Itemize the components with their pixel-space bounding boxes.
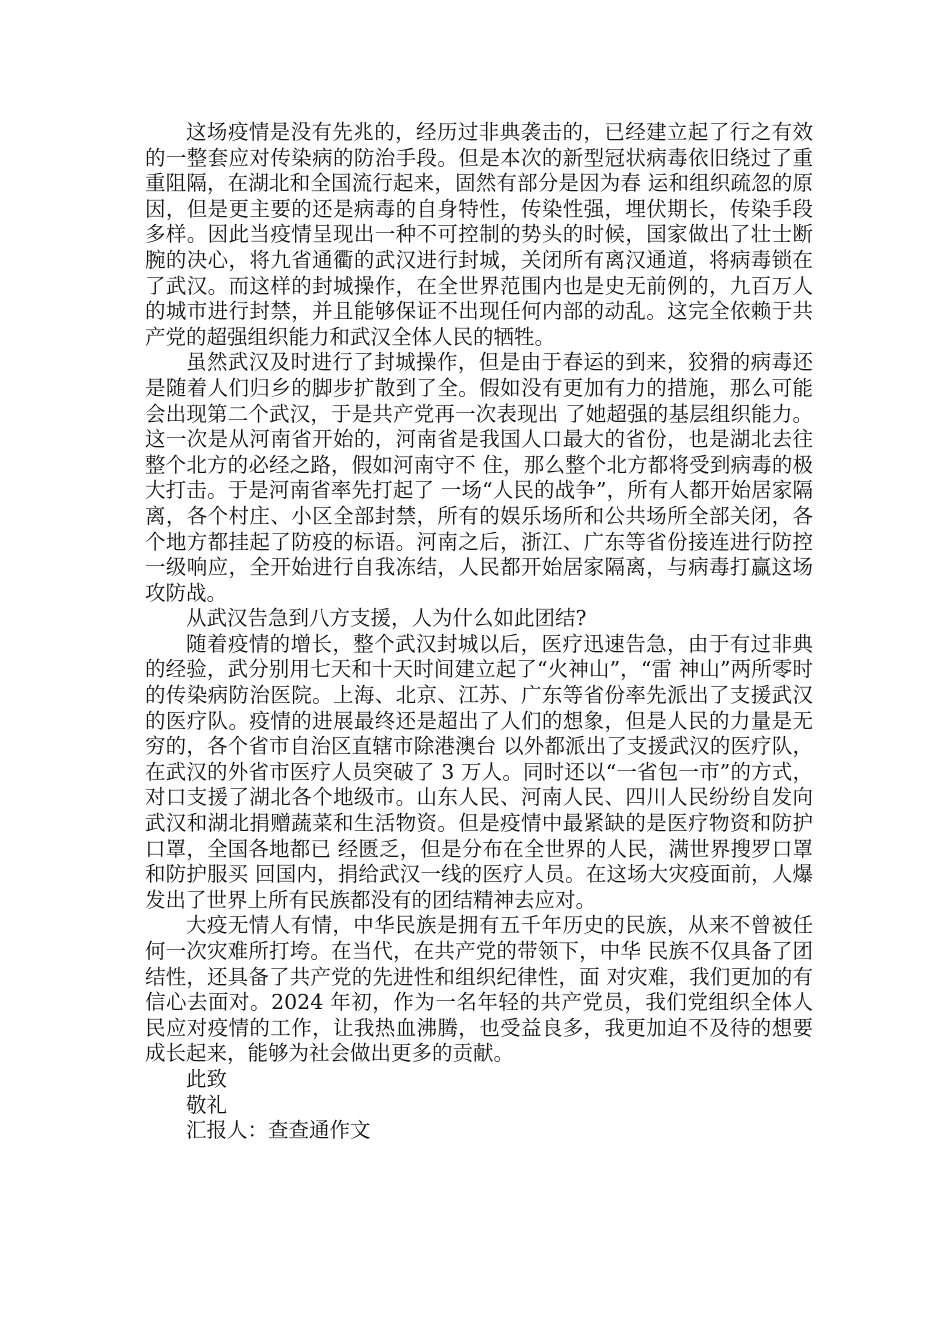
closing-regards: 敬礼: [186, 1092, 227, 1117]
paragraph-3-question: 从武汉告急到八方支援，人为什么如此团结?: [186, 606, 587, 631]
paragraph-1: 这场疫情是没有先兆的，经历过非典袭击的，已经建立起了行之有效的一整套应对传染病的防治手段。但是本次的新型冠状病毒依旧绕过了重重阻隔，在湖北和全国流行起来，固然有部分是因为春 运和组织疏忽的原因，但是更主要的还是病毒的自身特性，传染性强，埋伏期长，传染手段多样。因此当疫情呈现出一种不可控制的势头的时候，国家做出了壮士断腕的决心，将九省通衢的武汉进行封城，关闭所有离汉通道，将病毒锁在了武汉。而这样的封城操作，在全世界范围内也是史无前例的，九百万人的城市进行封禁，并且能够保证不出现任何内部的动乱。这完全依赖于共产党的超强组织能力和武汉全体人民的牺牲。: [145, 120, 813, 349]
paragraph-4: 随着疫情的增长，整个武汉封城以后，医疗迅速告急，由于有过非典的经验，武分别用七天和十天时间建立起了“火神山”，“雷 神山”两所零时的传染病防治医院。上海、北京、江苏、广东等省份率先派出了支援武汉的医疗队。疫情的进展最终还是超出了人们的想象，但是人民的力量是无穷的，各个省市自治区直辖市除港澳台 以外都派出了支援武汉的医疗队，在武汉的外省市医疗人员突破了 3 万人。同时还以“一省包一市”的方式，对口支援了湖北各个地级市。山东人民、河南人民、四川人民纷纷自发向武汉和湖北捐赠蔬菜和生活物资。但是疫情中最紧缺的是医疗物资和防护口罩，全国各地都已 经匮乏，但是分布在全世界的人民，满世界搜罗口罩和防护服买 回国内，捐给武汉一线的医疗人员。在这场大灾疫面前，人爆发出了世界上所有民族都没有的团结精神去应对。: [145, 631, 813, 912]
paragraph-2: 虽然武汉及时进行了封城操作，但是由于春运的到来，狡猾的病毒还是随着人们归乡的脚步扩散到了全。假如没有更加有力的措施，那么可能会出现第二个武汉，于是共产党再一次表现出 了她超强的基层组织能力。这一次是从河南省开始的，河南省是我国人口最大的省份，也是湖北去往整个北方的必经之路，假如河南守不 住，那么整个北方都将受到病毒的极大打击。于是河南省率先打起了 一场“人民的战争”，所有人都开始居家隔离，各个村庄、小区全部封禁，所有的娱乐场所和公共场所全部关闭，各个地方都挂起了防疫的标语。河南之后，浙江、广东等省份接连进行防控一级响应，全开始进行自我冻结，人民都开始居家隔离，与病毒打赢这场攻防战。: [145, 350, 813, 605]
paragraph-5: 大疫无情人有情，中华民族是拥有五千年历史的民族，从来不曾被任何一次灾难所打垮。在当代，在共产党的带领下，中华 民族不仅具备了团结性，还具备了共产党的先进性和组织纪律性，面 对灾难，我们更加的有信心去面对。2024 年初，作为一名年轻的共产党员，我们党组织全体人民应对疫情的工作，让我热血沸腾，也受益良多，我更加迫不及待的想要成长起来，能够为社会做出更多的贡献。: [145, 913, 813, 1066]
document-body: [145, 120, 813, 1144]
reporter-signature: 汇报人：查查通作文: [186, 1118, 371, 1143]
closing-salutation: 此致: [186, 1066, 227, 1091]
